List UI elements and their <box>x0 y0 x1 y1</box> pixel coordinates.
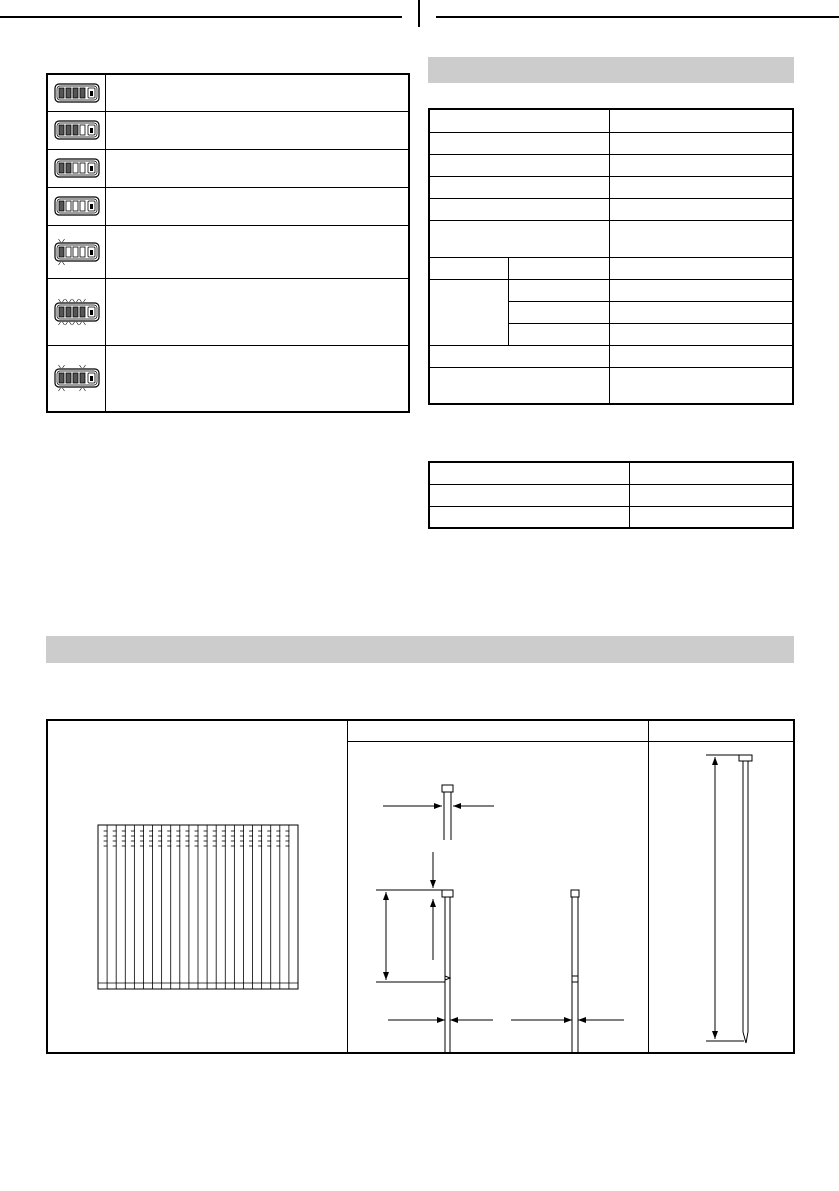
row-divider <box>430 257 792 258</box>
crop-mark-right <box>436 16 839 18</box>
row-divider <box>430 132 792 133</box>
fasteners-section-bar <box>46 636 794 663</box>
indicator-description <box>110 225 404 278</box>
row-divider <box>508 323 792 324</box>
specifications-section-bar <box>428 57 794 83</box>
row-divider <box>508 301 792 302</box>
battery-table <box>428 461 794 529</box>
nail-dimension-drawing <box>348 742 648 1053</box>
row-divider <box>430 484 792 485</box>
row-divider <box>430 506 792 507</box>
row-divider <box>430 176 792 177</box>
fastener-table <box>46 719 795 1054</box>
crop-mark-left <box>0 16 402 18</box>
battery-4-bars-icon <box>48 75 105 111</box>
battery-2-bars-icon <box>48 149 105 187</box>
indicator-description <box>110 187 404 225</box>
battery-3-bars-icon <box>48 111 105 149</box>
row-divider <box>430 220 792 221</box>
battery-outer-bars-blinking-icon <box>48 345 105 411</box>
column-divider <box>105 75 106 411</box>
battery-1-bar-icon <box>48 187 105 225</box>
nail-strip-icon <box>96 821 302 993</box>
indicator-description <box>110 345 404 411</box>
specifications-table <box>428 108 794 405</box>
row-divider <box>430 154 792 155</box>
column-divider <box>629 463 630 527</box>
indicator-description <box>110 278 404 345</box>
battery-all-bars-blinking-icon <box>48 278 105 345</box>
nail-length-drawing <box>649 742 793 1053</box>
battery-1-bar-blinking-icon <box>48 225 105 278</box>
battery-indicator-table <box>46 73 410 413</box>
row-divider <box>430 198 792 199</box>
crop-mark-center <box>418 0 420 27</box>
row-divider <box>430 367 792 368</box>
row-divider <box>430 345 792 346</box>
indicator-description <box>110 149 404 187</box>
indicator-description <box>110 75 404 111</box>
row-divider <box>430 279 792 280</box>
indicator-description <box>110 111 404 149</box>
